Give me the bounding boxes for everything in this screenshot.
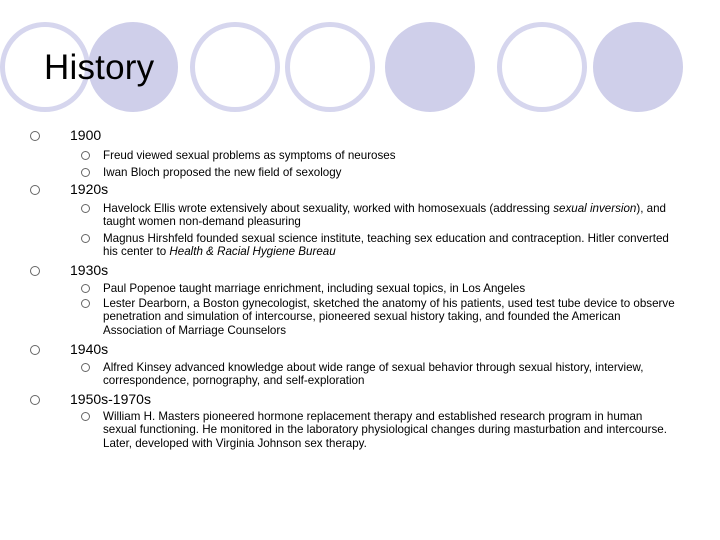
slide-title: History bbox=[44, 48, 155, 87]
list-item: Havelock Ellis wrote extensively about sexuality, worked with homosexuals (addressing sexual inversion), and taught women non-demand pleasuring bbox=[103, 202, 678, 229]
list-item: Alfred Kinsey advanced knowledge about wide range of sexual behavior through sexual history, interview, correspondence, pornography, and self-exploration bbox=[103, 361, 678, 388]
decor-circle-outline bbox=[190, 22, 280, 112]
section-year: 1950s-1970s bbox=[70, 391, 151, 407]
circle-bullet-icon bbox=[81, 168, 90, 177]
emphasis-text: Health & Racial Hygiene Bureau bbox=[169, 245, 336, 259]
emphasis-text: sexual inversion bbox=[553, 202, 637, 215]
circle-bullet-icon bbox=[81, 151, 90, 160]
decor-circle-filled bbox=[385, 22, 475, 112]
circle-bullet-icon bbox=[81, 412, 90, 421]
circle-bullet-icon bbox=[81, 363, 90, 372]
section-year: 1900 bbox=[70, 127, 102, 143]
list-item: Paul Popenoe taught marriage enrichment, including sexual topics, in Los Angeles bbox=[103, 282, 678, 295]
circle-bullet-icon bbox=[30, 266, 40, 276]
circle-bullet-icon bbox=[81, 204, 90, 213]
section-year: 1920s bbox=[70, 181, 109, 197]
list-item: Freud viewed sexual problems as symptoms of neuroses bbox=[103, 149, 678, 162]
list-item: Lester Dearborn, a Boston gynecologist, sketched the anatomy of his patients, used test tube device to observe penetration and simulation of intercourse, pioneered sexual history taking, and founded the American Association of Marriage Counselors bbox=[103, 297, 678, 337]
decor-circle-filled bbox=[593, 22, 683, 112]
circle-bullet-icon bbox=[30, 395, 40, 405]
section-year: 1930s bbox=[70, 262, 109, 278]
circle-bullet-icon bbox=[30, 185, 40, 195]
circle-bullet-icon bbox=[81, 284, 90, 293]
list-item: Magnus Hirshfeld founded sexual science institute, teaching sex education and contraception. Hitler converted his center to Health & Racial Hygiene Bureau bbox=[103, 232, 678, 259]
section-1930s bbox=[70, 262, 108, 279]
section-1950s-1970s bbox=[70, 391, 151, 408]
decor-circle-outline bbox=[497, 22, 587, 112]
circle-bullet-icon bbox=[30, 131, 40, 141]
circle-bullet-icon bbox=[81, 299, 90, 308]
section-1900 bbox=[70, 127, 101, 144]
circle-bullet-icon bbox=[30, 345, 40, 355]
circle-bullet-icon bbox=[81, 234, 90, 243]
section-year: 1940s bbox=[70, 341, 109, 357]
list-item: William H. Masters pioneered hormone replacement therapy and established research program in human sexual functioning. He monitored in the laboratory physiological changes during masturbation and intercourse. Later, developed with Virginia Johnson sex therapy. bbox=[103, 410, 678, 450]
decor-circle-outline bbox=[285, 22, 375, 112]
list-item: Iwan Bloch proposed the new field of sexology bbox=[103, 166, 678, 179]
section-1920s bbox=[70, 181, 108, 198]
section-1940s bbox=[70, 341, 108, 358]
